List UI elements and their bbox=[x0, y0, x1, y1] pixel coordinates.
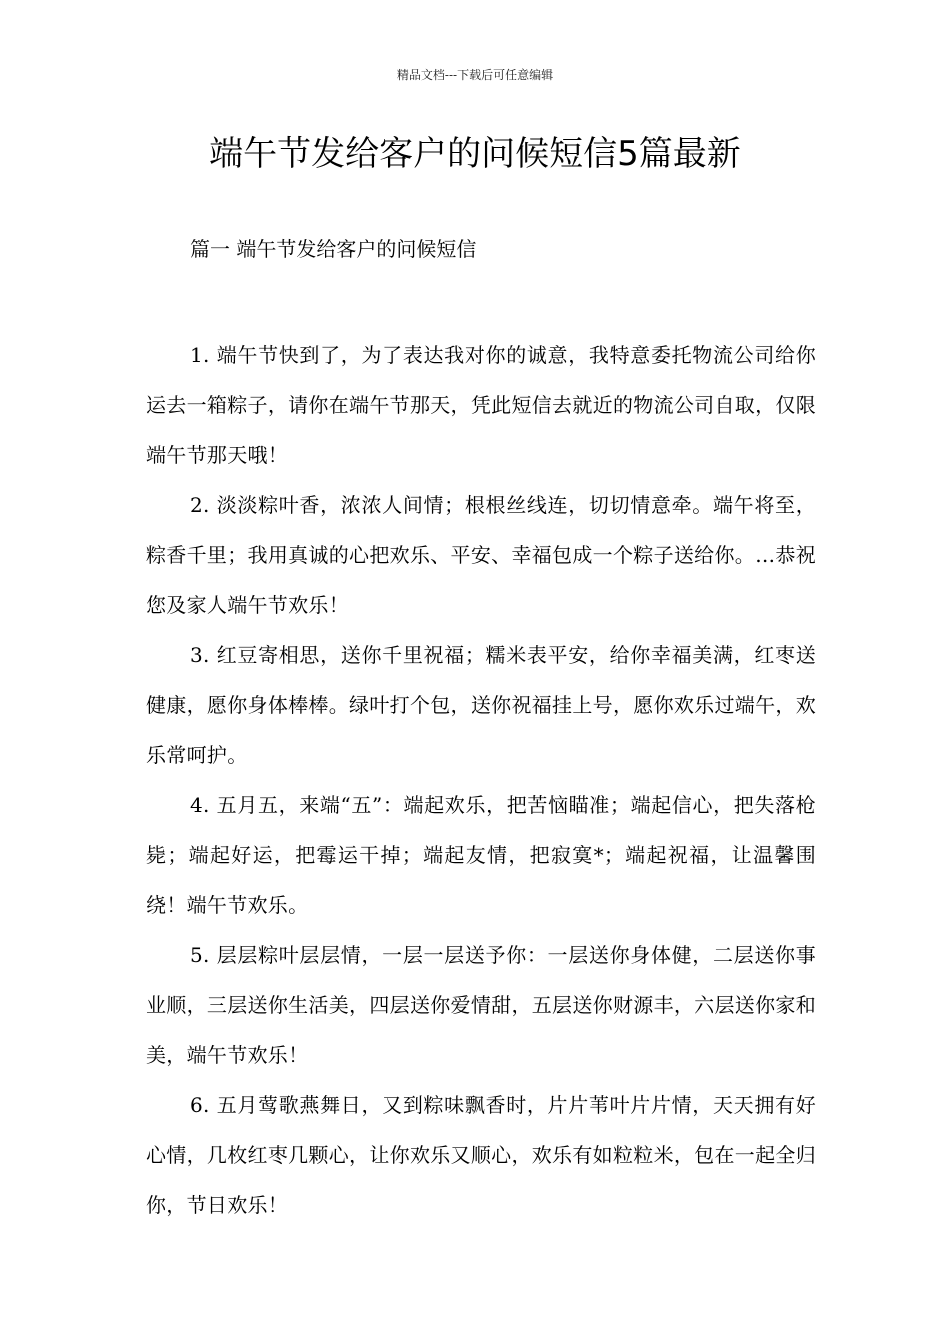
message-item: 3. 红豆寄相思，送你千里祝福；糯米表平安，给你幸福美满，红枣送健康，愿你身体棒棒。绿叶打个包，送你祝福挂上号，愿你欢乐过端午，欢乐常呵护。 bbox=[146, 643, 816, 767]
message-item: 5. 层层粽叶层层情，一层一层送予你：一层送你身体健，二层送你事业顺，三层送你生活美，四层送你爱情甜，五层送你财源丰，六层送你家和美，端午节欢乐！ bbox=[146, 943, 816, 1067]
message-item: 6. 五月莺歌燕舞日，又到粽味飘香时，片片苇叶片片情，天天拥有好心情，几枚红枣几颗心，让你欢乐又顺心，欢乐有如粒粒米，包在一起全归你，节日欢乐！ bbox=[146, 1093, 816, 1217]
message-list bbox=[146, 330, 816, 1230]
message-item: 4. 五月五，来端“五”：端起欢乐，把苦恼瞄准；端起信心，把失落枪毙；端起好运，把霉运干掉；端起友情，把寂寞*；端起祝福，让温馨围绕！端午节欢乐。 bbox=[146, 793, 816, 917]
section-heading: 篇一 端午节发给客户的问候短信 bbox=[190, 237, 477, 261]
message-item: 2. 淡淡粽叶香，浓浓人间情；根根丝线连，切切情意牵。端午将至，粽香千里；我用真诚的心把欢乐、平安、幸福包成一个粽子送给你。…恭祝您及家人端午节欢乐！ bbox=[146, 493, 816, 617]
header-note: 精品文档---下载后可任意编辑 bbox=[396, 68, 554, 82]
message-item: 1. 端午节快到了，为了表达我对你的诚意，我特意委托物流公司给你运去一箱粽子，请你在端午节那天，凭此短信去就近的物流公司自取，仅限端午节那天哦！ bbox=[146, 343, 816, 467]
document-title: 端午节发给客户的问候短信5篇最新 bbox=[209, 134, 741, 174]
